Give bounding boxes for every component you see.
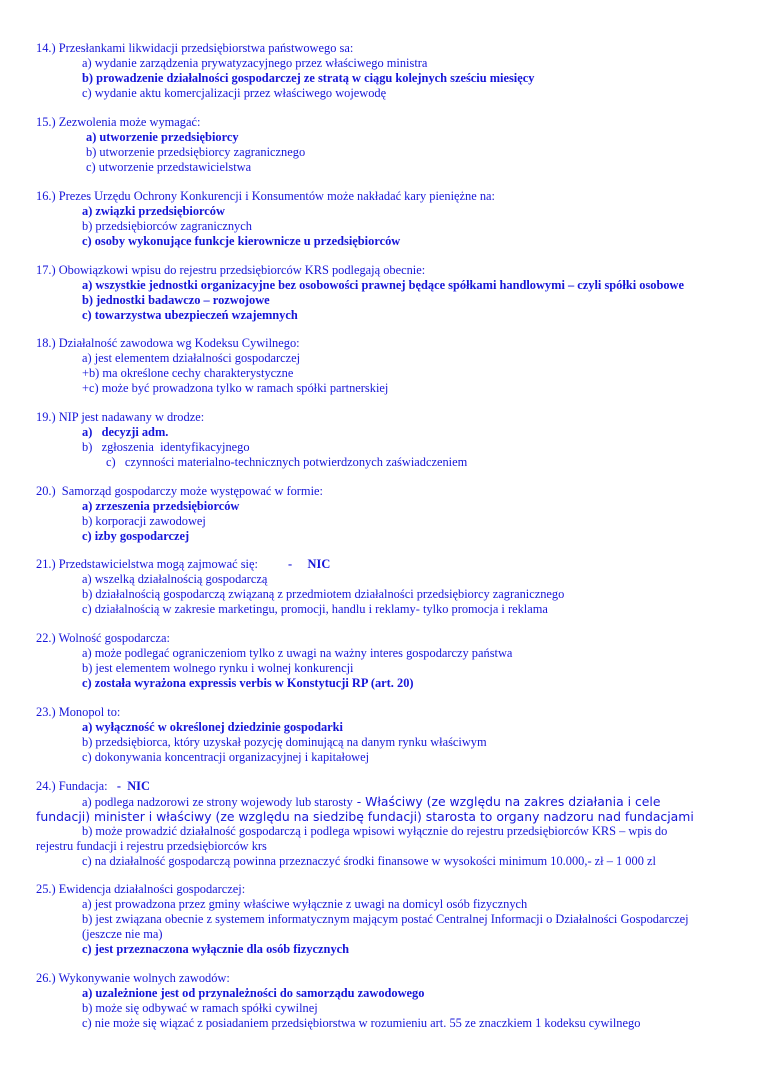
answer-a: a) związki przedsiębiorców — [82, 204, 225, 218]
answer-b: b) prowadzenie działalności gospodarczej ze stratą w ciągu kolejnych sześciu miesięcy — [82, 71, 535, 85]
handwritten-note: - NIC — [287, 557, 331, 571]
question-text: 20.) Samorząd gospodarczy może występować w formie: — [36, 484, 323, 498]
answer-b: b) może się odbywać w ramach spółki cywilnej — [82, 1001, 318, 1015]
answer-a: a) wszystkie jednostki organizacyjne bez osobowości prawnej będące spółkami handlowymi – czyli spółki osobowe — [82, 278, 684, 292]
answer-a: a) uzależnione jest od przynależności do samorządu zawodowego — [82, 986, 425, 1000]
question-row — [36, 557, 740, 572]
question-25 — [36, 882, 740, 957]
answer-b-continued: (jeszcze nie ma) — [82, 927, 163, 941]
answer-c: c) nie może się wiązać z posiadaniem przedsiębiorstwa w rozumieniu art. 55 ze znaczkiem 1 kodeksu cywilnego — [82, 1016, 641, 1030]
question-text: 23.) Monopol to: — [36, 705, 121, 719]
question-text: 22.) Wolność gospodarcza: — [36, 631, 171, 645]
answer-a: a) wszelką działalnością gospodarczą — [82, 572, 268, 586]
answer-c: c) wydanie aktu komercjalizacji przez właściwego wojewodę — [82, 86, 387, 100]
question-22 — [36, 631, 740, 691]
answer-a: a) jest prowadzona przez gminy właściwe wyłącznie z uwagi na domicyl osób fizycznych — [82, 897, 528, 911]
answer-c: c) została wyrażona expressis verbis w Konstytucji RP (art. 20) — [82, 676, 414, 690]
answer-c: +c) może być prowadzona tylko w ramach spółki partnerskiej — [82, 381, 389, 395]
answer-c: c) czynności materialno-technicznych potwierdzonych zaświadczeniem — [106, 455, 468, 469]
answer-a-text: a) podlega nadzorowi ze strony wojewody lub starosty — [82, 795, 353, 809]
question-24 — [36, 779, 740, 869]
answer-b: b) działalnością gospodarczą związaną z przedmiotem działalności przedsiębiorcy zagranicznego — [82, 587, 565, 601]
question-text: 17.) Obowiązkowi wpisu do rejestru przedsiębiorców KRS podlegają obecnie: — [36, 263, 426, 277]
answer-a: a) decyzji adm. — [82, 425, 169, 439]
handwritten-note: - NIC — [116, 779, 150, 793]
answer-c: c) dokonywania koncentracji organizacyjnej i kapitałowej — [82, 750, 370, 764]
question-15 — [36, 115, 740, 175]
answer-a — [36, 794, 740, 809]
answer-a: a) zrzeszenia przedsiębiorców — [82, 499, 240, 513]
question-18 — [36, 336, 740, 396]
question-17 — [36, 263, 740, 323]
answer-b: b) może prowadzić działalność gospodarczą i podlega wpisowi wyłącznie do rejestru przedsiębiorców KRS – wpis do — [82, 824, 668, 838]
answer-a: a) może podlegać ograniczeniom tylko z uwagi na ważny interes gospodarczy państwa — [82, 646, 513, 660]
answer-b: b) jednostki badawczo – rozwojowe — [82, 293, 270, 307]
question-23 — [36, 705, 740, 765]
question-26 — [36, 971, 740, 1031]
question-text: 26.) Wykonywanie wolnych zawodów: — [36, 971, 230, 985]
answer-c: c) towarzystwa ubezpieczeń wzajemnych — [82, 308, 298, 322]
answer-b: b) utworzenie przedsiębiorcy zagranicznego — [86, 145, 306, 159]
question-text: 16.) Prezes Urzędu Ochrony Konkurencji i Konsumentów może nakładać kary pieniężne na: — [36, 189, 495, 203]
answer-b: b) jest elementem wolnego rynku i wolnej konkurencji — [82, 661, 354, 675]
question-text: 24.) Fundacja: — [36, 779, 108, 793]
answer-c: c) na działalność gospodarczą powinna przeznaczyć środki finansowe w wysokości minimum 10.000,- zł – 1 000 zl — [82, 854, 656, 868]
question-text: 25.) Ewidencja działalności gospodarczej: — [36, 882, 246, 896]
question-text: 15.) Zezwolenia może wymagać: — [36, 115, 201, 129]
answer-b-continued: rejestru fundacji i rejestru przedsiębiorców krs — [36, 839, 267, 853]
answer-a: a) wydanie zarządzenia prywatyzacyjnego przez właściwego ministra — [82, 56, 428, 70]
answer-b: b) zgłoszenia identyfikacyjnego — [82, 440, 250, 454]
question-16 — [36, 189, 740, 249]
question-row — [36, 779, 740, 794]
answer-a: a) utworzenie przedsiębiorcy — [86, 130, 239, 144]
answer-b: +b) ma określone cechy charakterystyczne — [82, 366, 294, 380]
question-20 — [36, 484, 740, 544]
question-14 — [36, 41, 740, 101]
question-text: 19.) NIP jest nadawany w drodze: — [36, 410, 205, 424]
answer-c: c) jest przeznaczona wyłącznie dla osób fizycznych — [82, 942, 350, 956]
answer-c: c) izby gospodarczej — [82, 529, 190, 543]
question-21 — [36, 557, 740, 617]
answer-c: c) działalnością w zakresie marketingu, promocji, handlu i reklamy- tylko promocja i reklama — [82, 602, 548, 616]
answer-b: b) korporacji zawodowej — [82, 514, 206, 528]
answer-a-comment: - Właściwy (ze względu na zakres działania i cele — [352, 794, 661, 809]
answer-a: a) jest elementem działalności gospodarczej — [82, 351, 301, 365]
answer-a-comment-continued: fundacji) minister i właściwy (ze względu na siedzibę fundacji) starosta to organy nadzoru nad fundacjami — [36, 809, 694, 824]
answer-b: b) jest związana obecnie z systemem informatycznym mającym postać Centralnej Informacji o Działalności Gospodarczej — [82, 912, 689, 926]
question-text: 21.) Przedstawicielstwa mogą zajmować się: — [36, 557, 258, 571]
question-text: 18.) Działalność zawodowa wg Kodeksu Cywilnego: — [36, 336, 300, 350]
answer-a: a) wyłączność w określonej dziedzinie gospodarki — [82, 720, 344, 734]
answer-b: b) przedsiębiorców zagranicznych — [82, 219, 252, 233]
answer-c: c) utworzenie przedstawicielstwa — [86, 160, 252, 174]
question-text: 14.) Przesłankami likwidacji przedsiębiorstwa państwowego sa: — [36, 41, 354, 55]
question-19 — [36, 410, 740, 470]
answer-c: c) osoby wykonujące funkcje kierownicze u przedsiębiorców — [82, 234, 401, 248]
answer-b: b) przedsiębiorca, który uzyskał pozycję dominującą na danym rynku właściwym — [82, 735, 487, 749]
